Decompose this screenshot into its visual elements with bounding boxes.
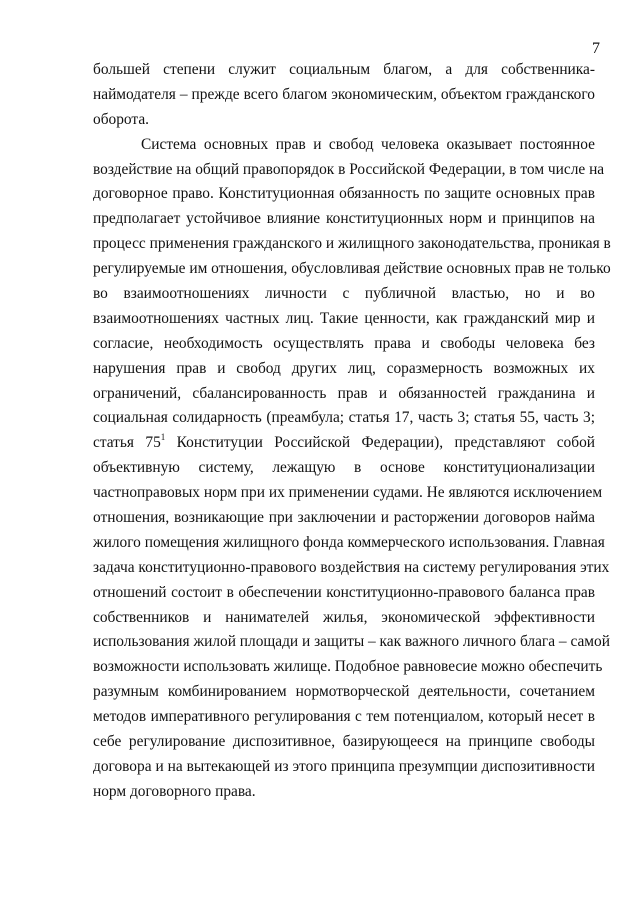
text-line: согласие, необходимость осуществлять права и свободы человека без: [93, 334, 595, 352]
text-line: отношений состоит в обеспечении конституционно-правового баланса прав: [93, 583, 595, 601]
text-line-with-footnote: [93, 431, 595, 456]
text-line: разумным комбинированием нормотворческой деятельности, сочетанием: [93, 683, 595, 701]
text-line: Система основных прав и свобод человека оказывает постоянное: [141, 135, 595, 153]
paragraph-2: [93, 133, 611, 805]
text-line: нарушения прав и свобод других лиц, соразмерность возможных их: [93, 359, 595, 377]
footnote-mark[interactable]: 1: [160, 432, 166, 443]
text-line: отношения, возникающие при заключении и расторжении договоров найма: [93, 509, 595, 527]
text-line: регулируемые им отношения, обусловливая действие основных прав не только: [93, 260, 611, 278]
text-line: наймодателя – прежде всего благом экономическим, объектом гражданского: [93, 85, 595, 103]
text-line: жилого помещения жилищного фонда коммерческого использования. Главная: [93, 533, 605, 551]
text-line: процесс применения гражданского и жилищного законодательства, проникая в: [93, 235, 611, 253]
text-line: задача конституционно-правового воздействия на систему регулирования этих: [93, 558, 610, 576]
text-line: собственников и нанимателей жилья, экономической эффективности: [93, 608, 595, 626]
text-line: норм договорного права.: [93, 782, 256, 800]
text-line: оборота.: [93, 110, 150, 128]
text-fragment: статья 75: [93, 434, 161, 452]
text-line: возможности использовать жилище. Подобное равновесие можно обеспечить: [93, 658, 603, 676]
text-line: воздействие на общий правопорядок в Российской Федерации, в том числе на: [93, 160, 605, 178]
text-line: частноправовых норм при их применении судами. Не являются исключением: [93, 484, 603, 502]
text-line: большей степени служит социальным благом, а для собственника-: [93, 61, 595, 78]
text-line: себе регулирование диспозитивное, базирующееся на принципе свободы: [93, 733, 595, 751]
text-line: договора и на вытекающей из этого принципа презумпции диспозитивности: [93, 757, 595, 775]
text-line: договорное право. Конституционная обязанность по защите основных прав: [93, 185, 595, 203]
text-line: методов императивного регулирования с тем потенциалом, который несет в: [93, 708, 595, 726]
text-line: предполагает устойчивое влияние конституционных норм и принципов на: [93, 210, 595, 228]
document-body: [93, 58, 611, 805]
text-line: объективную систему, лежащую в основе конституционализации: [93, 459, 595, 477]
text-line: ограничений, сбалансированность прав и обязанностей гражданина и: [93, 384, 595, 402]
text-line: социальная солидарность (преамбула; статья 17, часть 3; статья 55, часть 3;: [93, 409, 595, 427]
text-line: взаимоотношениях частных лиц. Такие ценности, как гражданский мир и: [93, 309, 595, 327]
paragraph-1: [93, 58, 595, 133]
text-line: во взаимоотношениях личности с публичной властью, но и во: [93, 285, 595, 303]
page-number: 7: [592, 40, 600, 57]
text-fragment: Конституции Российской Федерации), представляют собой: [165, 434, 595, 452]
text-line: использования жилой площади и защиты – как важного личного блага – самой: [93, 633, 610, 651]
